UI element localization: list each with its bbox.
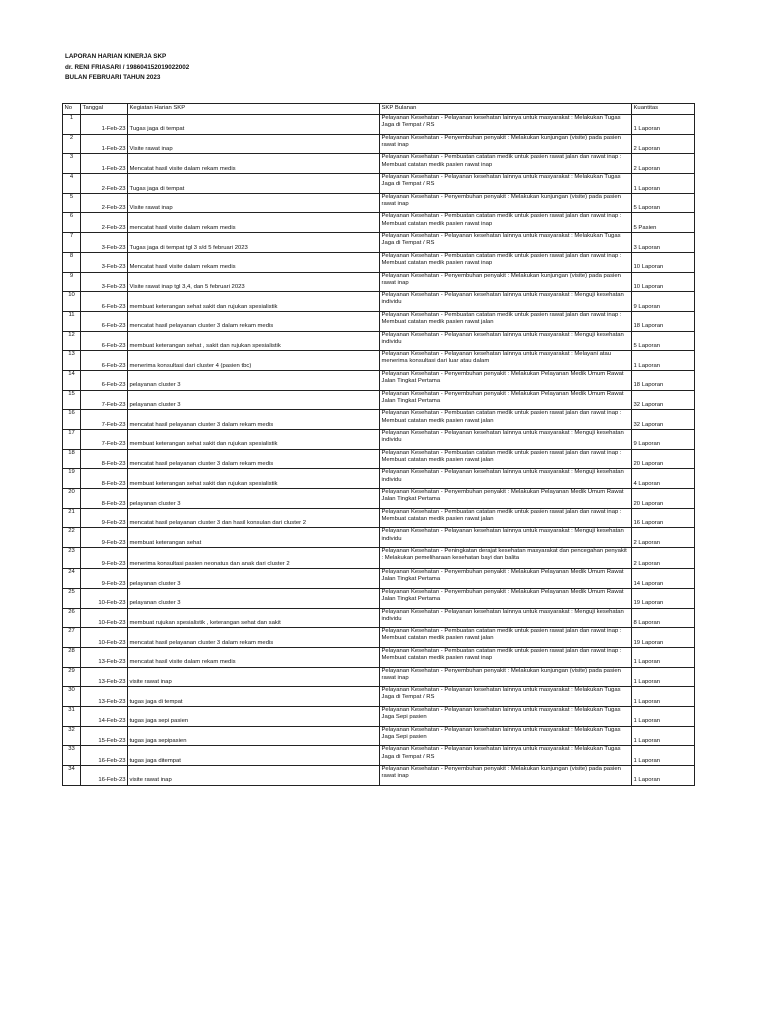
row-number: 9 xyxy=(63,272,81,292)
row-activity: Visite rawat inap xyxy=(128,193,380,213)
row-quantity: 10 Laporan xyxy=(632,272,695,292)
row-skp: Pelayanan Kesehatan - Pembuatan catatan medik untuk pasien rawat jalan dan rawat inap : Membuat catatan medik pasien rawat jalan xyxy=(380,508,632,528)
row-number: 27 xyxy=(63,628,81,648)
row-activity: Tugas jaga di tempat tgl 3 s/d 5 februari 2023 xyxy=(128,233,380,253)
row-date: 14-Feb-23 xyxy=(81,706,128,726)
row-number: 14 xyxy=(63,370,81,390)
row-quantity: 10 Laporan xyxy=(632,252,695,272)
row-activity: membuat rujukan spesialistik , keterangan sehat dan sakit xyxy=(128,608,380,628)
row-number: 11 xyxy=(63,311,81,331)
row-quantity: 14 Laporan xyxy=(632,569,695,589)
row-number: 25 xyxy=(63,588,81,608)
row-activity: membuat keterangan sehat sakit dan rujukan spesialistik xyxy=(128,469,380,489)
row-quantity: 20 Laporan xyxy=(632,489,695,509)
report-period: BULAN FEBRUARI TAHUN 2023 xyxy=(65,74,161,81)
row-number: 12 xyxy=(63,331,81,351)
row-date: 10-Feb-23 xyxy=(81,588,128,608)
row-number: 6 xyxy=(63,213,81,233)
row-date: 2-Feb-23 xyxy=(81,174,128,194)
row-activity: membuat keterangan sehat sakit dan rujukan spesialistik xyxy=(128,292,380,312)
row-activity: Visite rawat inap tgl 3,4, dan 5 februari 2023 xyxy=(128,272,380,292)
row-date: 16-Feb-23 xyxy=(81,746,128,766)
row-number: 24 xyxy=(63,569,81,589)
row-skp: Pelayanan Kesehatan - Pelayanan kesehatan lainnya untuk masyarakat : Melakukan Tugas Jaga di Tempat / RS xyxy=(380,115,632,135)
row-number: 5 xyxy=(63,193,81,213)
row-activity: mencatat hasil pelayanan cluster 3 dalam rekam medis xyxy=(128,449,380,469)
row-skp: Pelayanan Kesehatan - Pembuatan catatan medik untuk pasien rawat jalan dan rawat inap : Membuat catatan medik pasien rawat jalan xyxy=(380,410,632,430)
row-activity: visite rawat inap xyxy=(128,667,380,687)
row-activity: Mencatat hasil visite dalam rekam medis xyxy=(128,252,380,272)
row-skp: Pelayanan Kesehatan - Penyembuhan penyakit : Melakukan Pelayanan Medik Umum Rawat Jalan Tingkat Pertama xyxy=(380,390,632,410)
row-quantity: 8 Laporan xyxy=(632,608,695,628)
row-date: 16-Feb-23 xyxy=(81,766,128,786)
row-number: 34 xyxy=(63,766,81,786)
row-number: 4 xyxy=(63,174,81,194)
row-activity: Mencatat hasil visite dalam rekam medis xyxy=(128,154,380,174)
row-date: 8-Feb-23 xyxy=(81,489,128,509)
row-skp: Pelayanan Kesehatan - Pelayanan kesehatan lainnya untuk masyarakat : Menguji kesehatan individu xyxy=(380,608,632,628)
row-activity: pelayanan cluster 3 xyxy=(128,489,380,509)
table-row xyxy=(63,647,695,667)
row-activity: membuat keterangan sehat sakit dan rujukan spesialistik xyxy=(128,430,380,450)
row-quantity: 9 Laporan xyxy=(632,292,695,312)
row-quantity: 2 Laporan xyxy=(632,154,695,174)
table-row xyxy=(63,193,695,213)
table-row xyxy=(63,311,695,331)
row-skp: Pelayanan Kesehatan - Penyembuhan penyakit : Melakukan kunjungan (visite) pada pasien rawat inap xyxy=(380,134,632,154)
table-row xyxy=(63,174,695,194)
row-date: 13-Feb-23 xyxy=(81,647,128,667)
row-activity: mencatat hasil pelayanan cluster 3 dalam rekam medis xyxy=(128,628,380,648)
employee-name-id: dr. RENI FRIASARI / 198604152019022002 xyxy=(65,63,190,71)
row-number: 32 xyxy=(63,726,81,746)
row-number: 19 xyxy=(63,469,81,489)
row-skp: Pelayanan Kesehatan - Pelayanan kesehatan lainnya untuk masyarakat : Melakukan Tugas Jaga Sepi pasien xyxy=(380,726,632,746)
row-quantity: 1 Laporan xyxy=(632,746,695,766)
row-number: 15 xyxy=(63,390,81,410)
row-date: 10-Feb-23 xyxy=(81,608,128,628)
row-quantity: 9 Laporan xyxy=(632,430,695,450)
row-quantity: 18 Laporan xyxy=(632,370,695,390)
table-row xyxy=(63,588,695,608)
row-date: 7-Feb-23 xyxy=(81,390,128,410)
table-row xyxy=(63,115,695,135)
row-skp: Pelayanan Kesehatan - Penyembuhan penyakit : Melakukan Pelayanan Medik Umum Rawat Jalan Tingkat Pertama xyxy=(380,588,632,608)
row-activity: mencatat hasil visite dalam rekam medis xyxy=(128,647,380,667)
row-date: 8-Feb-23 xyxy=(81,449,128,469)
row-quantity: 20 Laporan xyxy=(632,449,695,469)
row-date: 6-Feb-23 xyxy=(81,370,128,390)
table-row xyxy=(63,154,695,174)
table-row xyxy=(63,469,695,489)
table-row xyxy=(63,331,695,351)
row-number: 17 xyxy=(63,430,81,450)
row-activity: mencatat hasil pelayanan cluster 3 dalam rekam medis xyxy=(128,410,380,430)
row-activity: menerima konsultasi pasien neonatus dan anak dari cluster 2 xyxy=(128,548,380,569)
row-number: 7 xyxy=(63,233,81,253)
row-number: 31 xyxy=(63,706,81,726)
row-number: 13 xyxy=(63,351,81,371)
col-header-skp: SKP Bulanan xyxy=(380,104,632,115)
table-row xyxy=(63,687,695,707)
row-activity: tugas jaga sepipasien xyxy=(128,726,380,746)
row-skp: Pelayanan Kesehatan - Pelayanan kesehatan lainnya untuk masyarakat : Melayani atau menerima konsultasi dari luar atau dalam xyxy=(380,351,632,371)
row-number: 33 xyxy=(63,746,81,766)
table-row xyxy=(63,726,695,746)
row-quantity: 1 Laporan xyxy=(632,726,695,746)
row-number: 22 xyxy=(63,528,81,548)
row-skp: Pelayanan Kesehatan - Penyembuhan penyakit : Melakukan kunjungan (visite) pada pasien rawat inap xyxy=(380,667,632,687)
row-quantity: 5 Pasien xyxy=(632,213,695,233)
table-row xyxy=(63,548,695,569)
table-row xyxy=(63,410,695,430)
row-activity: pelayanan cluster 3 xyxy=(128,390,380,410)
row-activity: mencatat hasil visite dalam rekam medis xyxy=(128,213,380,233)
table-row xyxy=(63,508,695,528)
row-date: 7-Feb-23 xyxy=(81,430,128,450)
row-skp: Pelayanan Kesehatan - Penyembuhan penyakit : Melakukan Pelayanan Medik Umum Rawat Jalan Tingkat Pertama xyxy=(380,489,632,509)
row-quantity: 1 Laporan xyxy=(632,174,695,194)
table-row xyxy=(63,430,695,450)
row-number: 1 xyxy=(63,115,81,135)
row-date: 2-Feb-23 xyxy=(81,193,128,213)
row-number: 18 xyxy=(63,449,81,469)
table-header-row xyxy=(63,104,695,115)
row-skp: Pelayanan Kesehatan - Pelayanan kesehatan lainnya untuk masyarakat : Menguji kesehatan individu xyxy=(380,430,632,450)
row-date: 1-Feb-23 xyxy=(81,115,128,135)
table-row xyxy=(63,569,695,589)
table-row xyxy=(63,351,695,371)
table-row xyxy=(63,608,695,628)
row-quantity: 16 Laporan xyxy=(632,508,695,528)
col-header-activity: Kegiatan Harian SKP xyxy=(128,104,380,115)
row-activity: membuat keterangan sehat xyxy=(128,528,380,548)
row-quantity: 1 Laporan xyxy=(632,115,695,135)
row-activity: mencatat hasil pelayanan cluster 3 dan hasil konsulan dari cluster 2 xyxy=(128,508,380,528)
row-skp: Pelayanan Kesehatan - Pelayanan kesehatan lainnya untuk masyarakat : Melakukan Tugas Jaga di Tempat / RS xyxy=(380,746,632,766)
row-date: 8-Feb-23 xyxy=(81,469,128,489)
row-number: 29 xyxy=(63,667,81,687)
table-row xyxy=(63,667,695,687)
row-quantity: 2 Laporan xyxy=(632,548,695,569)
col-header-no: No xyxy=(63,104,81,115)
row-skp: Pelayanan Kesehatan - Peningkatan derajat kesehatan masyarakat dan pencegahan penyakit : Melakukan pemeliharaan kesehatan bayi dan balita xyxy=(380,548,632,569)
col-header-qty: Kuantitas xyxy=(632,104,695,115)
row-skp: Pelayanan Kesehatan - Pembuatan catatan medik untuk pasien rawat jalan dan rawat inap : Membuat catatan medik pasien rawat jalan xyxy=(380,449,632,469)
row-date: 15-Feb-23 xyxy=(81,726,128,746)
row-activity: membuat keterangan sehat , sakit dan rujukan spesialistik xyxy=(128,331,380,351)
row-skp: Pelayanan Kesehatan - Penyembuhan penyakit : Melakukan Pelayanan Medik Umum Rawat Jalan Tingkat Pertama xyxy=(380,370,632,390)
row-skp: Pelayanan Kesehatan - Pembuatan catatan medik untuk pasien rawat jalan dan rawat inap : Membuat catatan medik pasien rawat inap xyxy=(380,647,632,667)
row-number: 16 xyxy=(63,410,81,430)
row-activity: tugas jaga sepi pasien xyxy=(128,706,380,726)
col-header-date: Tanggal xyxy=(81,104,128,115)
row-number: 21 xyxy=(63,508,81,528)
row-activity: tugas jaga di tempat xyxy=(128,687,380,707)
row-activity: pelayanan cluster 3 xyxy=(128,569,380,589)
row-skp: Pelayanan Kesehatan - Pelayanan kesehatan lainnya untuk masyarakat : Menguji kesehatan individu xyxy=(380,292,632,312)
row-date: 3-Feb-23 xyxy=(81,233,128,253)
row-quantity: 32 Laporan xyxy=(632,390,695,410)
table-row xyxy=(63,233,695,253)
row-skp: Pelayanan Kesehatan - Pelayanan kesehatan lainnya untuk masyarakat : Menguji kesehatan individu xyxy=(380,528,632,548)
row-quantity: 2 Laporan xyxy=(632,528,695,548)
row-activity: Tugas jaga di tempat xyxy=(128,115,380,135)
row-skp: Pelayanan Kesehatan - Penyembuhan penyakit : Melakukan Pelayanan Medik Umum Rawat Jalan Tingkat Pertama xyxy=(380,569,632,589)
row-number: 30 xyxy=(63,687,81,707)
table-row xyxy=(63,528,695,548)
row-skp: Pelayanan Kesehatan - Pelayanan kesehatan lainnya untuk masyarakat : Melakukan Tugas Jaga Sepi pasien xyxy=(380,706,632,726)
row-skp: Pelayanan Kesehatan - Pembuatan catatan medik untuk pasien rawat jalan dan rawat inap : Membuat catatan medik pasien rawat jalan xyxy=(380,311,632,331)
row-date: 2-Feb-23 xyxy=(81,213,128,233)
row-date: 10-Feb-23 xyxy=(81,628,128,648)
row-date: 13-Feb-23 xyxy=(81,687,128,707)
row-quantity: 2 Laporan xyxy=(632,134,695,154)
report-title: LAPORAN HARIAN KINERJA SKP xyxy=(65,53,167,60)
table-row xyxy=(63,213,695,233)
row-activity: tugas jaga ditempat xyxy=(128,746,380,766)
table-row xyxy=(63,370,695,390)
row-date: 9-Feb-23 xyxy=(81,569,128,589)
table-row xyxy=(63,134,695,154)
row-activity: menerima konsultasi dari cluster 4 (pasien tbc) xyxy=(128,351,380,371)
row-quantity: 5 Laporan xyxy=(632,331,695,351)
table-body xyxy=(63,115,695,786)
row-number: 8 xyxy=(63,252,81,272)
report-header xyxy=(65,52,189,84)
report-table xyxy=(62,103,695,786)
row-activity: pelayanan cluster 3 xyxy=(128,370,380,390)
row-quantity: 32 Laporan xyxy=(632,410,695,430)
row-skp: Pelayanan Kesehatan - Pelayanan kesehatan lainnya untuk masyarakat : Melakukan Tugas Jaga di Tempat / RS xyxy=(380,687,632,707)
row-number: 10 xyxy=(63,292,81,312)
table-row xyxy=(63,706,695,726)
table-row xyxy=(63,766,695,786)
row-skp: Pelayanan Kesehatan - Penyembuhan penyakit : Melakukan kunjungan (visite) pada pasien rawat inap xyxy=(380,193,632,213)
row-date: 1-Feb-23 xyxy=(81,134,128,154)
row-date: 6-Feb-23 xyxy=(81,292,128,312)
row-quantity: 19 Laporan xyxy=(632,588,695,608)
row-skp: Pelayanan Kesehatan - Pembuatan catatan medik untuk pasien rawat jalan dan rawat inap : Membuat catatan medik pasien rawat inap xyxy=(380,252,632,272)
row-date: 9-Feb-23 xyxy=(81,528,128,548)
table-row xyxy=(63,746,695,766)
row-number: 23 xyxy=(63,548,81,569)
table-row xyxy=(63,292,695,312)
row-quantity: 1 Laporan xyxy=(632,687,695,707)
row-quantity: 1 Laporan xyxy=(632,706,695,726)
row-number: 26 xyxy=(63,608,81,628)
row-quantity: 4 Laporan xyxy=(632,469,695,489)
row-quantity: 18 Laporan xyxy=(632,311,695,331)
row-quantity: 1 Laporan xyxy=(632,351,695,371)
row-date: 13-Feb-23 xyxy=(81,667,128,687)
row-date: 3-Feb-23 xyxy=(81,272,128,292)
row-skp: Pelayanan Kesehatan - Pembuatan catatan medik untuk pasien rawat jalan dan rawat inap : Membuat catatan medik pasien rawat inap xyxy=(380,213,632,233)
row-activity: Visite rawat inap xyxy=(128,134,380,154)
table-row xyxy=(63,252,695,272)
row-quantity: 3 Laporan xyxy=(632,233,695,253)
row-skp: Pelayanan Kesehatan - Pelayanan kesehatan lainnya untuk masyarakat : Menguji kesehatan individu xyxy=(380,331,632,351)
table-row xyxy=(63,628,695,648)
row-number: 2 xyxy=(63,134,81,154)
row-skp: Pelayanan Kesehatan - Pelayanan kesehatan lainnya untuk masyarakat : Melakukan Tugas Jaga di Tempat / RS xyxy=(380,233,632,253)
row-quantity: 1 Laporan xyxy=(632,667,695,687)
table-row xyxy=(63,489,695,509)
row-number: 28 xyxy=(63,647,81,667)
row-date: 6-Feb-23 xyxy=(81,311,128,331)
row-quantity: 19 Laporan xyxy=(632,628,695,648)
row-number: 20 xyxy=(63,489,81,509)
row-date: 6-Feb-23 xyxy=(81,331,128,351)
row-date: 9-Feb-23 xyxy=(81,508,128,528)
row-activity: visite rawat inap xyxy=(128,766,380,786)
row-activity: Tugas jaga di tempat xyxy=(128,174,380,194)
row-quantity: 1 Laporan xyxy=(632,647,695,667)
row-skp: Pelayanan Kesehatan - Penyembuhan penyakit : Melakukan kunjungan (visite) pada pasien rawat inap xyxy=(380,766,632,786)
row-skp: Pelayanan Kesehatan - Pembuatan catatan medik untuk pasien rawat jalan dan rawat inap : Membuat catatan medik pasien rawat inap xyxy=(380,154,632,174)
row-skp: Pelayanan Kesehatan - Penyembuhan penyakit : Melakukan kunjungan (visite) pada pasien rawat inap xyxy=(380,272,632,292)
row-quantity: 5 Laporan xyxy=(632,193,695,213)
row-activity: mencatat hasil pelayanan cluster 3 dalam rekam medis xyxy=(128,311,380,331)
row-date: 1-Feb-23 xyxy=(81,154,128,174)
row-activity: pelayanan cluster 3 xyxy=(128,588,380,608)
row-date: 6-Feb-23 xyxy=(81,351,128,371)
row-date: 3-Feb-23 xyxy=(81,252,128,272)
row-skp: Pelayanan Kesehatan - Pelayanan kesehatan lainnya untuk masyarakat : Menguji kesehatan individu xyxy=(380,469,632,489)
row-date: 7-Feb-23 xyxy=(81,410,128,430)
row-date: 9-Feb-23 xyxy=(81,548,128,569)
row-quantity: 1 Laporan xyxy=(632,766,695,786)
table-row xyxy=(63,449,695,469)
row-skp: Pelayanan Kesehatan - Pelayanan kesehatan lainnya untuk masyarakat : Melakukan Tugas Jaga di Tempat / RS xyxy=(380,174,632,194)
row-number: 3 xyxy=(63,154,81,174)
row-skp: Pelayanan Kesehatan - Pembuatan catatan medik untuk pasien rawat jalan dan rawat inap : Membuat catatan medik pasien rawat jalan xyxy=(380,628,632,648)
table-row xyxy=(63,390,695,410)
table-row xyxy=(63,272,695,292)
